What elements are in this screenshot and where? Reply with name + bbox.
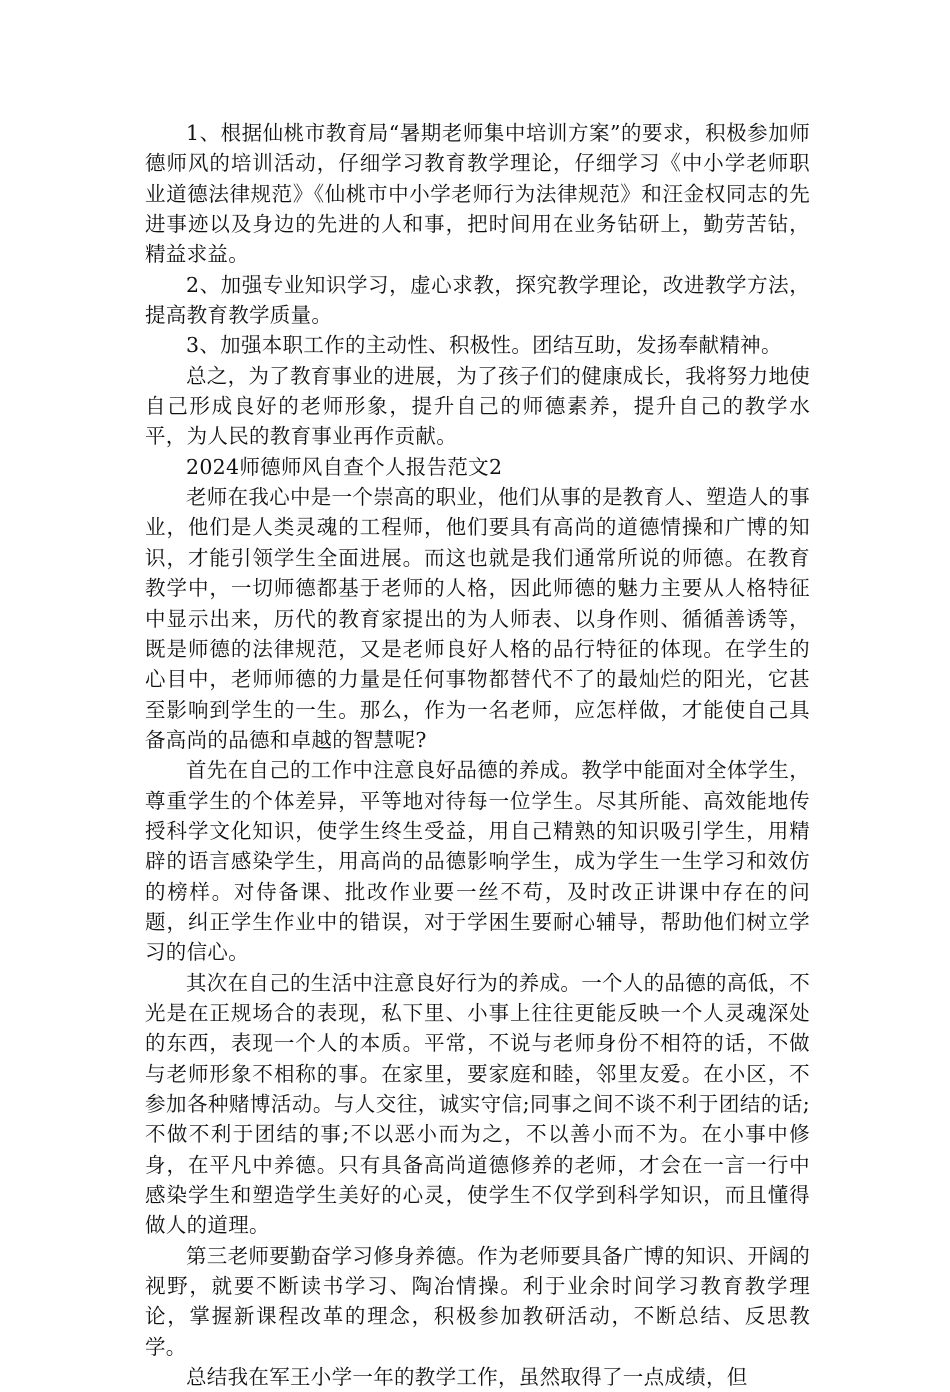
paragraph-teacher-ethics: 老师在我心中是一个崇高的职业，他们从事的是教育人、塑造人的事业，他们是人类灵魂的工程师，他们要具有高尚的道德情操和广博的知识，才能引领学生全面进展。而这也就是我们通常所说的师德。在教育教学中，一切师德都基于老师的人格，因此师德的魅力主要从人格特征中显示出来，历代的教育家提出的为人师表、以身作则、循循善诱等，既是师德的法律规范，又是老师良好人格的品行特征的体现。在学生的心目中，老师师德的力量是任何事物都替代不了的最灿烂的阳光，它甚至影响到学生的一生。那么，作为一名老师，应怎样做，才能使自己具备高尚的品德和卓越的智慧呢? — [145, 485, 810, 752]
paragraph-life-behavior: 其次在自己的生活中注意良好行为的养成。一个人的品德的高低，不光是在正规场合的表现，私下里、小事上往往更能反映一个人灵魂深处的东西，表现一个人的本质。平常，不说与老师身份不相符的话，不做与老师形象不相称的事。在家里，要家庭和睦，邻里友爱。在小区，不参加各种赌博活动。与人交往，诚实守信;同事之间不谈不利于团结的话;不做不利于团结的事;不以恶小而为之，不以善小而不为。在小事中修身，在平凡中养德。只有具备高尚道德修养的老师，才会在一言一行中感染学生和塑造学生美好的心灵，使学生不仅学到科学知识，而且懂得做人的道理。 — [145, 970, 810, 1238]
paragraph-summary: 总结我在军王小学一年的教学工作，虽然取得了一点成绩，但 — [186, 1365, 748, 1390]
paragraph-diligent-study: 第三老师要勤奋学习修身养德。作为老师要具备广博的知识、开阔的视野，就要不断读书学习、陶冶情操。利于业余时间学习教育教学理论，掌握新课程改革的理念，积极参加教研活动，不断总结、反思教学。 — [145, 1243, 810, 1359]
paragraph-work-ethics: 首先在自己的工作中注意良好品德的养成。教学中能面对全体学生，尊重学生的个体差异，平等地对待每一位学生。尽其所能、高效能地传授科学文化知识，使学生终生受益，用自己精熟的知识吸引学生，用精辟的语言感染学生，用高尚的品德影响学生，成为学生一生学习和效仿的榜样。对侍备课、批改作业要一丝不苟，及时改正讲课中存在的问题，纠正学生作业中的错误，对于学困生要耐心辅导，帮助他们树立学习的信心。 — [145, 758, 810, 965]
paragraph-training: 1、根据仙桃市教育局“暑期老师集中培训方案”的要求，积极参加师德师风的培训活动，仔细学习教育教学理论，仔细学习《中小学老师职业道德法律规范》《仙桃市中小学老师行为法律规范》和汪金权同志的先进事迹以及身边的先进的人和事，把时间用在业务钻研上，勤劳苦钻，精益求益。 — [145, 121, 810, 267]
paragraph-initiative: 3、加强本职工作的主动性、积极性。团结互助，发扬奉献精神。 — [186, 333, 782, 358]
section-heading: 2024师德师风自查个人报告范文2 — [186, 454, 503, 479]
paragraph-conclusion: 总之，为了教育事业的进展，为了孩子们的健康成长，我将努力地使自己形成良好的老师形象，提升自己的师德素养，提升自己的教学水平，为人民的教育事业再作贡献。 — [145, 363, 810, 449]
paragraph-professional-study: 2、加强专业知识学习，虚心求教，探究教学理论，改进教学方法，提高教育教学质量。 — [145, 272, 810, 328]
document-body — [145, 118, 810, 1392]
